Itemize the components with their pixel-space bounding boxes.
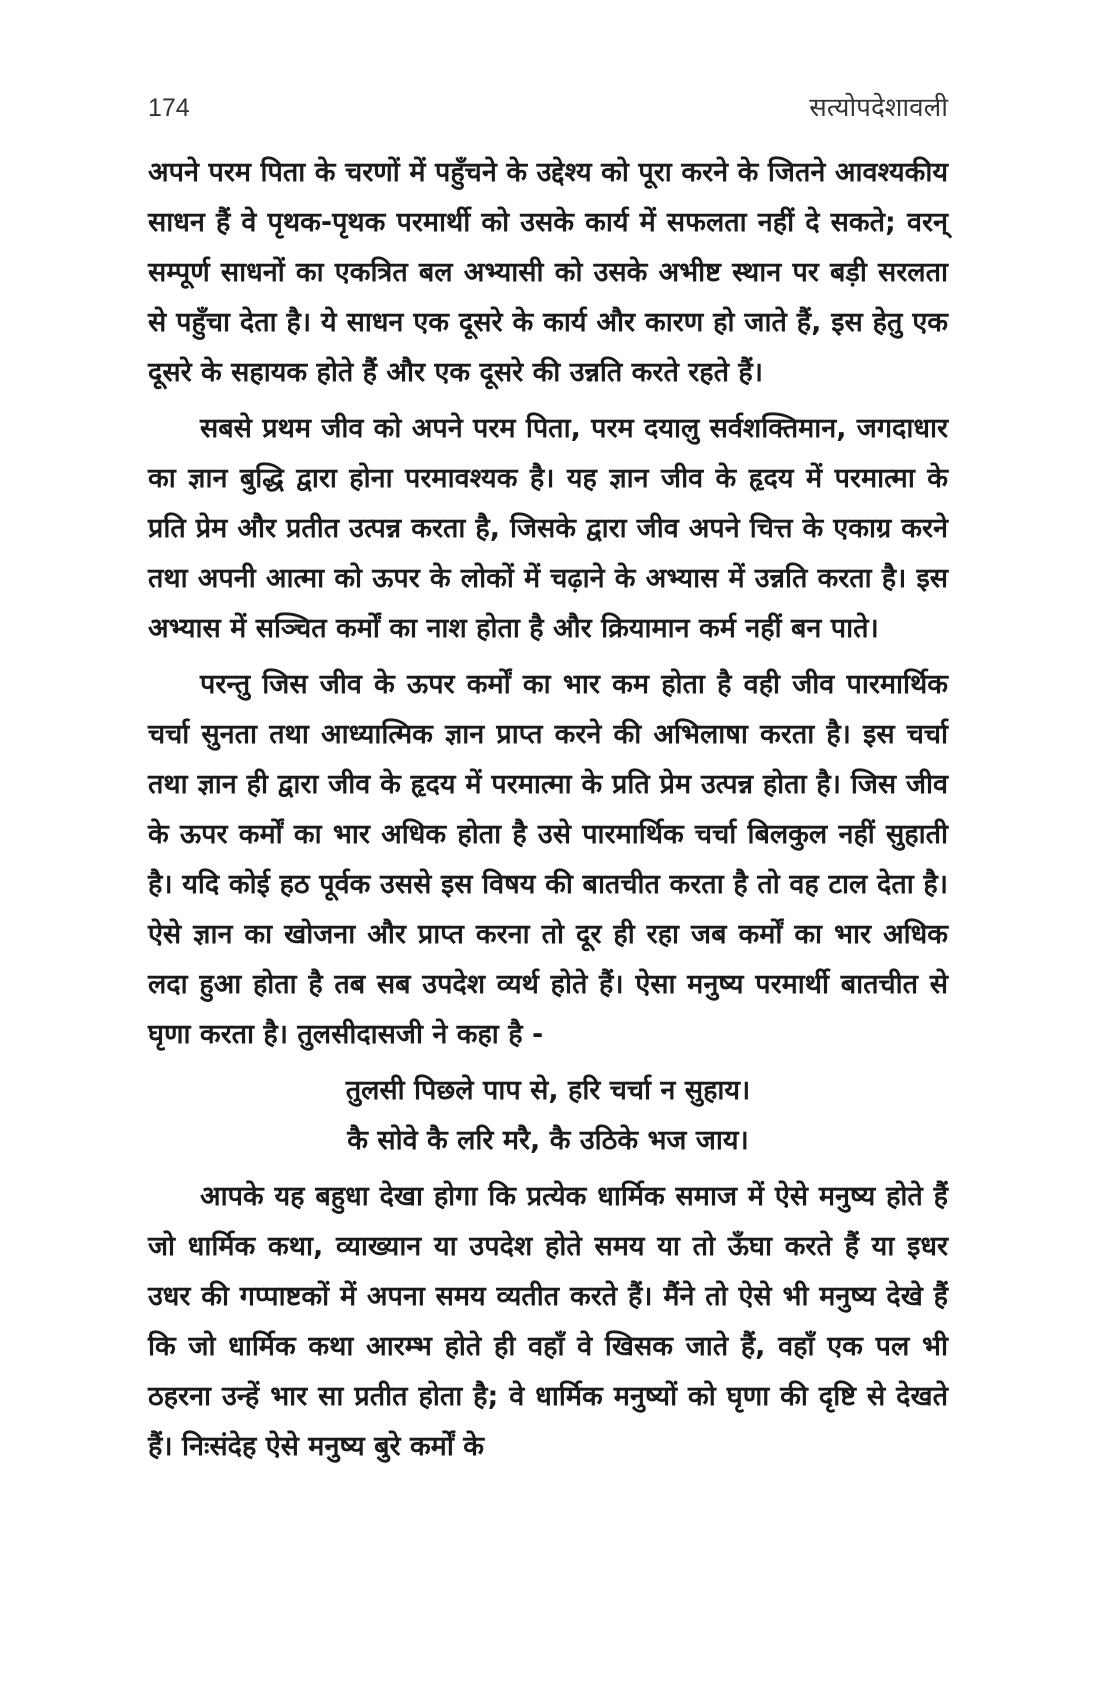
verse-line-2: कै सोवे कै लरि मरै, कै उठिके भज जाय।: [347, 1125, 749, 1156]
book-page: [148, 88, 948, 1478]
paragraph-4: आपके यह बहुधा देखा होगा कि प्रत्येक धार्मिक समाज में ऐसे मनुष्य होते हैं जो धार्मिक कथा, व्याख्यान या उपदेश होते समय या तो ऊँघा करते हैं या इधर उधर की गप्पाष्टकों में अपना समय व्यतीत करते हैं। मैंने तो ऐसे भी मनुष्य देखे हैं कि जो धार्मिक कथा आरम्भ होते ही वहाँ वे खिसक जाते हैं, वहाँ एक पल भी ठहरना उन्हें भार सा प्रतीत होता है; वे धार्मिक मनुष्यों को घृणा की दृष्टि से देखते हैं। निःसंदेह ऐसे मनुष्य बुरे कर्मों के: [148, 1181, 948, 1462]
paragraph-3: परन्तु जिस जीव के ऊपर कर्मों का भार कम होता है वही जीव पारमार्थिक चर्चा सुनता तथा आध्यात्मिक ज्ञान प्राप्त करने की अभिलाषा करता है। इस चर्चा तथा ज्ञान ही द्वारा जीव के हृदय में परमात्मा के प्रति प्रेम उत्पन्न होता है। जिस जीव के ऊपर कर्मों का भार अधिक होता है उसे पारमार्थिक चर्चा बिलकुल नहीं सुहाती है। यदि कोई हठ पूर्वक उससे इस विषय की बातचीत करता है तो वह टाल देता है। ऐसे ज्ञान का खोजना और प्राप्त करना तो दूर ही रहा जब कर्मों का भार अधिक लदा हुआ होता है तब सब उपदेश व्यर्थ होते हैं। ऐसा मनुष्य परमार्थी बातचीत से घृणा करता है। तुलसीदासजी ने कहा है -: [148, 669, 948, 1050]
paragraph-2: सबसे प्रथम जीव को अपने परम पिता, परम दयालु सर्वशक्तिमान, जगदाधार का ज्ञान बुद्धि द्वारा होना परमावश्यक है। यह ज्ञान जीव के हृदय में परमात्मा के प्रति प्रेम और प्रतीत उत्पन्न करता है, जिसके द्वारा जीव अपने चित्त के एकाग्र करने तथा अपनी आत्मा को ऊपर के लोकों में चढ़ाने के अभ्यास में उन्नति करता है। इस अभ्यास में सञ्चित कर्मों का नाश होता है और क्रियामान कर्म नहीं बन पाते।: [148, 413, 948, 644]
verse-block: [148, 1066, 948, 1166]
running-header: [148, 88, 948, 148]
body-text: [148, 148, 948, 1472]
verse-line-1: तुलसी पिछले पाप से, हरि चर्चा न सुहाय।: [345, 1075, 751, 1106]
running-title: सत्योपदेशावली: [809, 93, 948, 123]
page-number: 174: [148, 94, 190, 122]
paragraph-1: अपने परम पिता के चरणों में पहुँचने के उद्देश्य को पूरा करने के जितने आवश्यकीय साधन हैं वे पृथक-पृथक परमार्थी को उसके कार्य में सफलता नहीं दे सकते; वरन् सम्पूर्ण साधनों का एकत्रित बल अभ्यासी को उसके अभीष्ट स्थान पर बड़ी सरलता से पहुँचा देता है। ये साधन एक दूसरे के कार्य और कारण हो जाते हैं, इस हेतु एक दूसरे के सहायक होते हैं और एक दूसरे की उन्नति करते रहते हैं।: [148, 157, 948, 388]
